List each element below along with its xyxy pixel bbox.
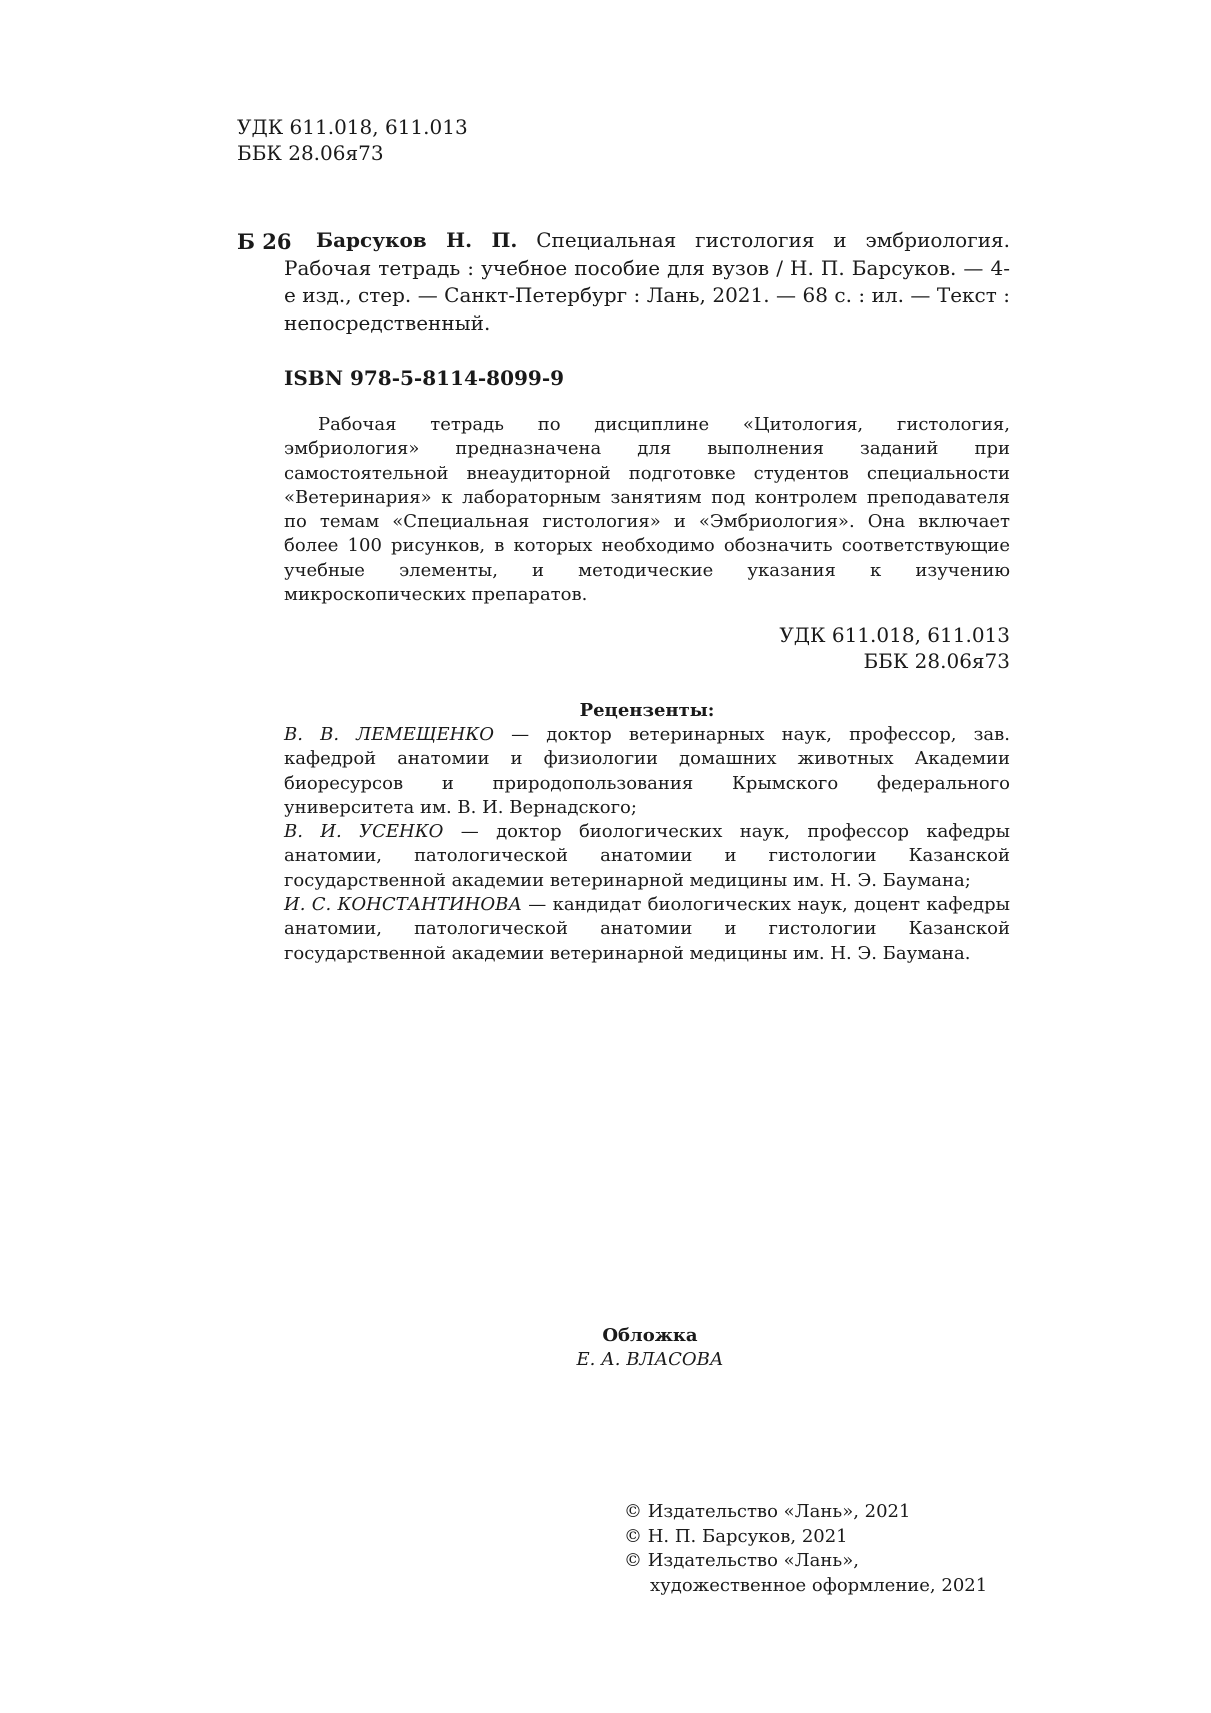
cover-title: Обложка bbox=[602, 1325, 698, 1346]
bbk-code: ББК 28.06я73 bbox=[237, 141, 384, 165]
copyright-line: © Издательство «Лань», bbox=[624, 1550, 859, 1571]
copyright-line: © Н. П. Барсуков, 2021 bbox=[624, 1525, 848, 1547]
copyright-block bbox=[624, 1500, 1024, 1598]
reviewer-description: — доктор биологических наук, профессор кафедры анатомии, патологической анатомии и гистологии Казанской государственной академии ветеринарной медицины им. Н. Э. Баумана; bbox=[284, 821, 1010, 891]
isbn: ISBN 978-5-8114-8099-9 bbox=[284, 366, 565, 390]
copyright-line: © Издательство «Лань», 2021 bbox=[624, 1501, 911, 1522]
reviewer-entry bbox=[284, 893, 1010, 966]
reviewer-name: В. В. ЛЕМЕЩЕНКО bbox=[284, 724, 494, 745]
copyright-line: художественное оформление, 2021 bbox=[650, 1574, 988, 1596]
reviewers-title: Рецензенты: bbox=[579, 700, 715, 721]
bibliographic-record bbox=[284, 227, 1010, 337]
reviewer-entry bbox=[284, 723, 1010, 820]
author-mark: Б 26 bbox=[237, 229, 292, 254]
classification-block bbox=[779, 622, 1010, 674]
reviewer-name: В. И. УСЕНКО bbox=[284, 821, 444, 843]
reviewer-description: — доктор ветеринарных наук, профессор, зав. кафедрой анатомии и физиологии домашних животных Академии биоресурсов и природопользования Крымского федерального университета им. В. И. Вернадского; bbox=[284, 724, 1010, 818]
reviewer-description: — кандидат биологических наук, доцент кафедры анатомии, патологической анатомии и гистологии Казанской государственной академии ветеринарной медицины им. Н. Э. Баумана. bbox=[284, 894, 1010, 964]
udc-code: УДК 611.018, 611.013 bbox=[237, 115, 468, 139]
reviewer-name: И. С. КОНСТАНТИНОВА bbox=[284, 894, 522, 916]
bbk-code: ББК 28.06я73 bbox=[863, 649, 1010, 673]
reviewer-entry bbox=[284, 820, 1010, 893]
cover-designer: Е. А. ВЛАСОВА bbox=[576, 1349, 724, 1370]
author-name: Барсуков Н. П. bbox=[316, 228, 518, 252]
classification-header bbox=[237, 114, 737, 166]
bibliographic-description: Специальная гистология и эмбриология. Рабочая тетрадь : учебное пособие для вузов / Н. П. Барсуков. — 4-е изд., стер. — Санкт-Петербург : Лань, 2021. — 68 с. : ил. — Текст : непосредственный. bbox=[284, 228, 1010, 335]
abstract bbox=[284, 413, 1010, 607]
udc-code: УДК 611.018, 611.013 bbox=[779, 623, 1010, 647]
cover-credit bbox=[450, 1324, 850, 1372]
reviewers-list bbox=[284, 723, 1010, 966]
abstract-text: Рабочая тетрадь по дисциплине «Цитология, гистология, эмбриология» предназначена для выполнения заданий при самостоятельной внеаудиторной подготовке студентов специальности «Ветеринария» к лабораторным занятиям под контролем преподавателя по темам «Специальная гистология» и «Эмбриология». Она включает более 100 рисунков, в которых необходимо обозначить соответствующие учебные элементы, и методические указания к изучению микроскопических препаратов. bbox=[284, 414, 1010, 606]
